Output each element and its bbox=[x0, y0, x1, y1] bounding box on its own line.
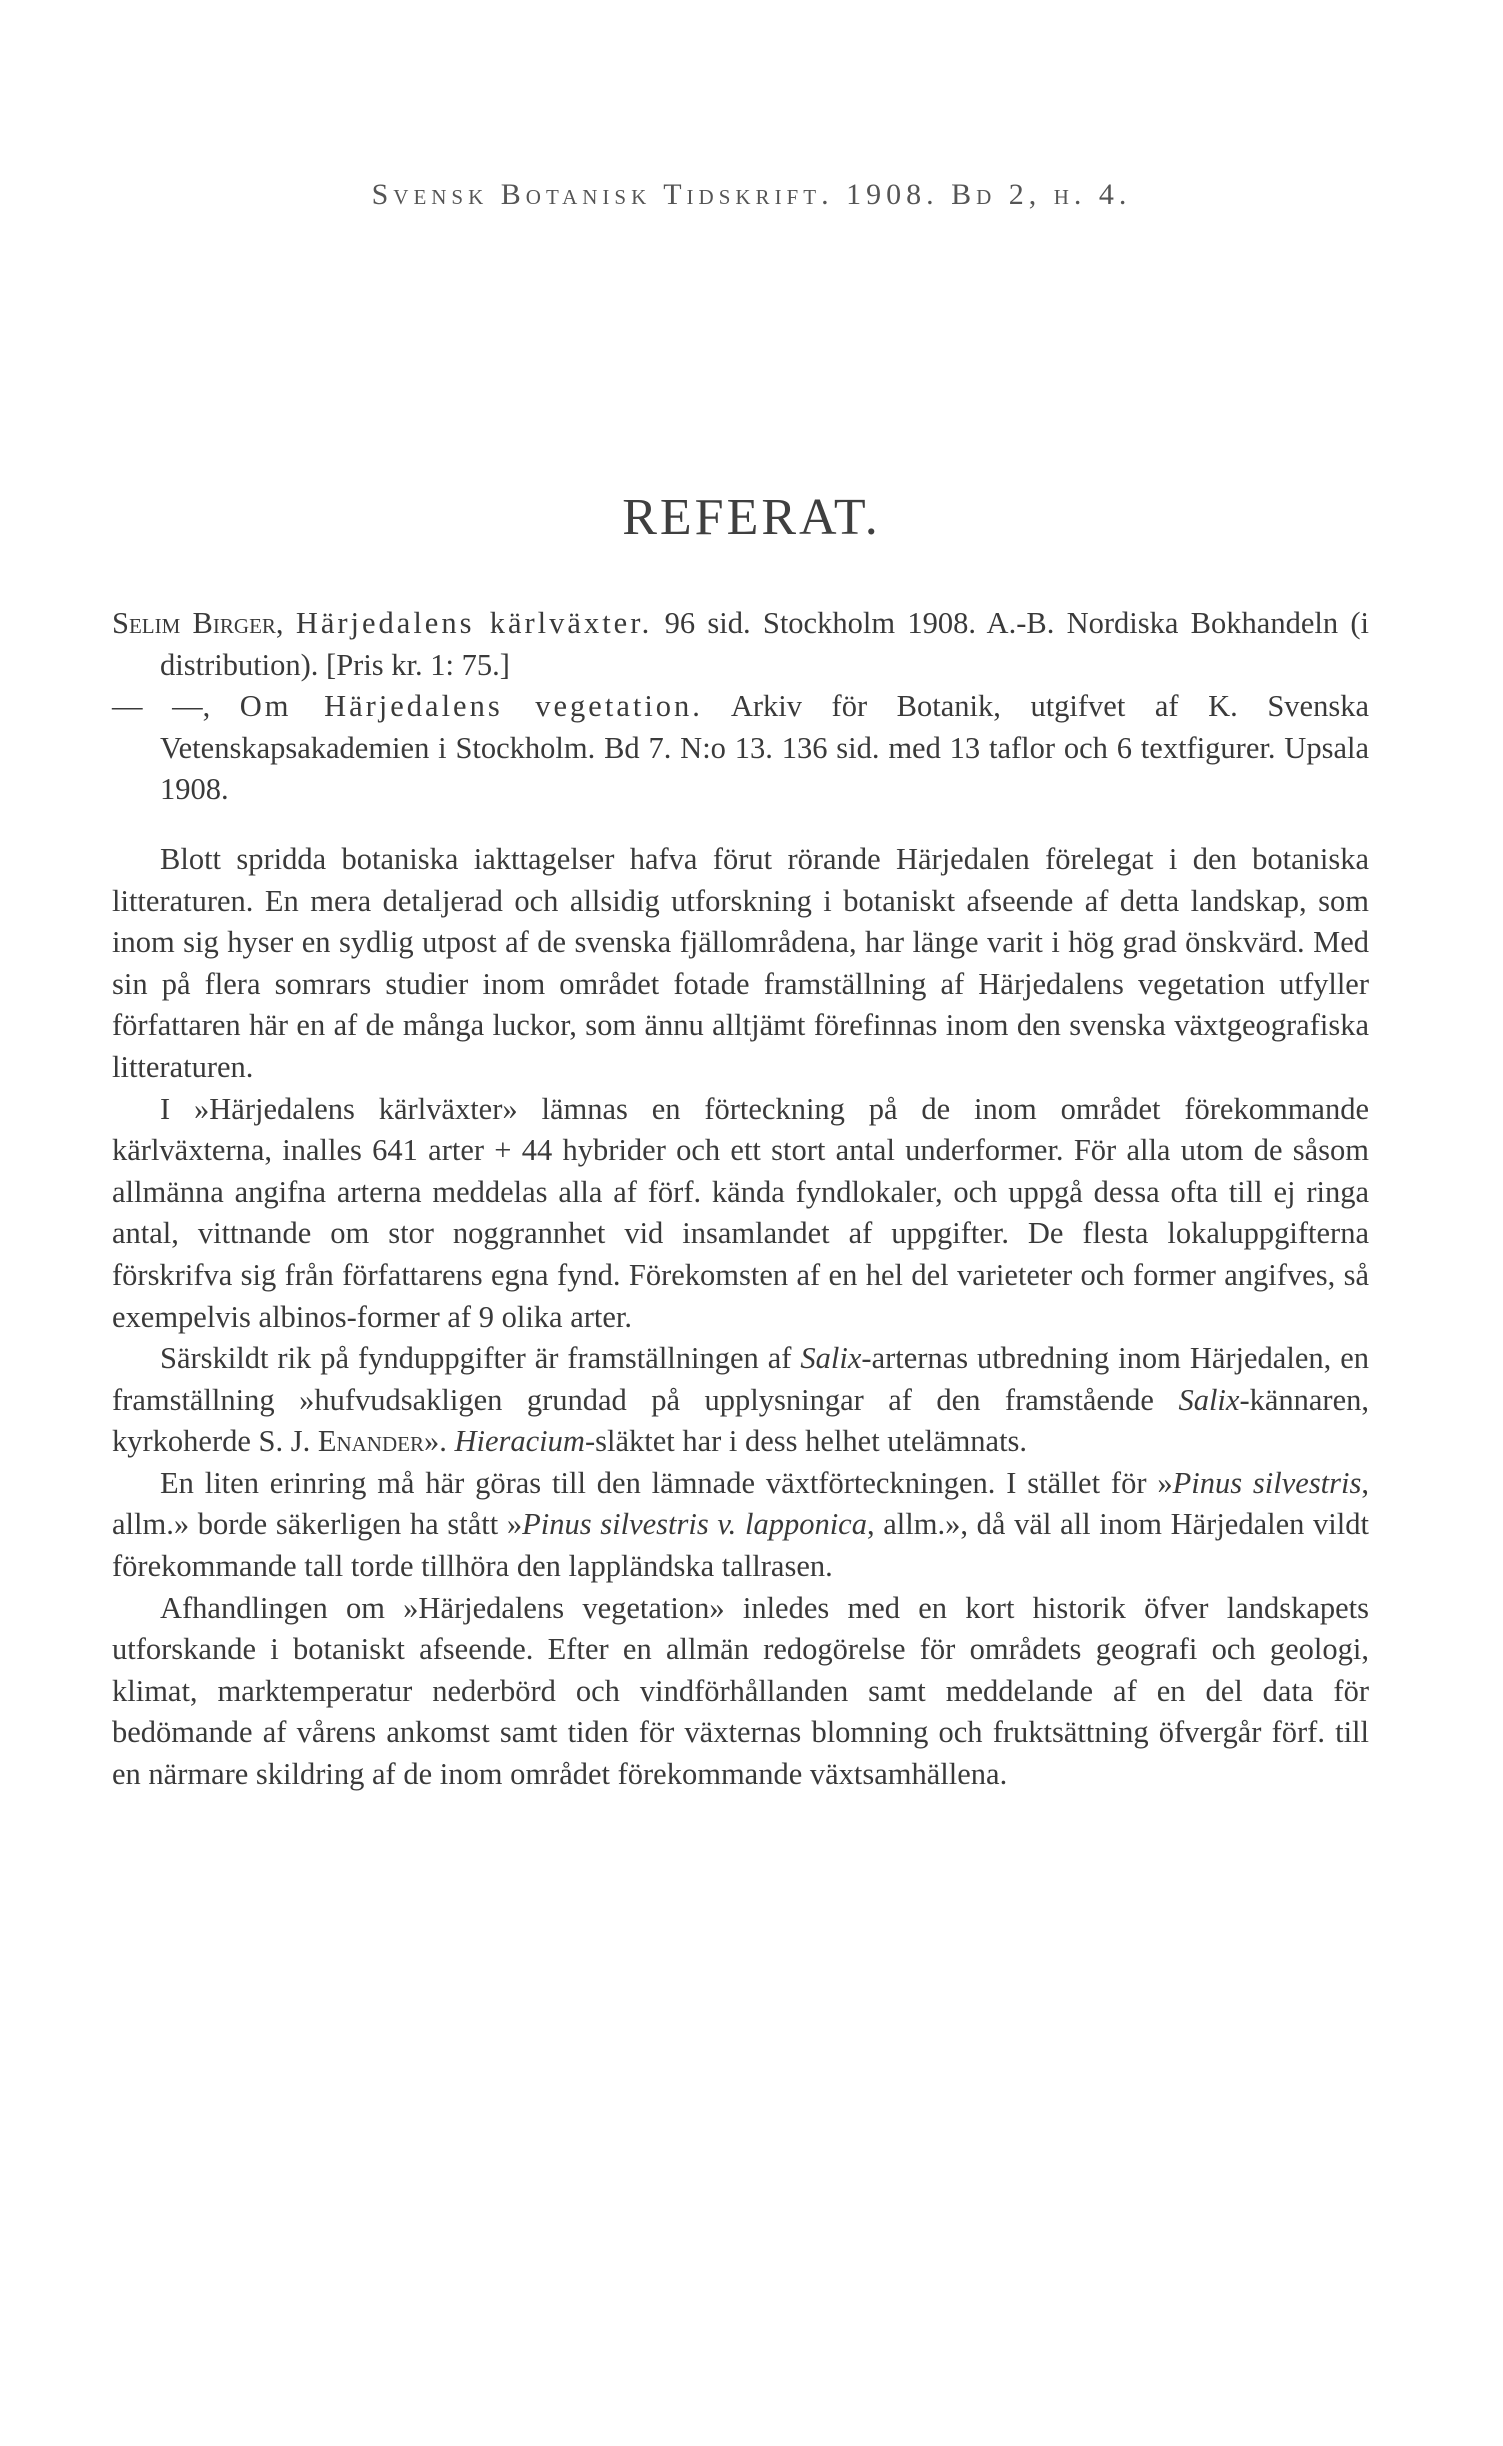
text-run: En liten erinring må här göras till den lämnade växtförteckningen. I stället för » bbox=[160, 1465, 1173, 1500]
text-run: , allm.» borde säkerligen ha stått » bbox=[112, 1465, 1369, 1542]
reference-author: Selim Birger, bbox=[112, 606, 284, 640]
paragraph: Blott spridda botaniska iakttagelser hafva förut rörande Härjedalen förelegat i den botaniska litteraturen. En mera detaljerad och allsidig utforskning i botaniskt afseende af detta landskap, som inom sig hyser en sydlig utpost af de svenska fjällområdena, har länge varit i hög grad önskvärd. Med sin på flera somrars studier inom området fotade framställning af Härjedalens vegetation utfyller författaren här en af de många luckor, som ännu alltjämt förefinnas inom den svenska växtgeografiska litteraturen. bbox=[112, 841, 1369, 1084]
taxon-name: Hieracium bbox=[454, 1424, 585, 1459]
paragraph bbox=[112, 1463, 1369, 1588]
reference-details: 96 sid. Stockholm 1908. A.-B. Nordiska Bokhandeln (i distribution). [Pris kr. 1: 75.] bbox=[160, 606, 1369, 682]
running-head: Svensk Botanisk Tidskrift. 1908. Bd 2, h. 4. bbox=[371, 178, 1132, 211]
text-run: ». bbox=[423, 1424, 455, 1459]
reference-author: — —, bbox=[112, 689, 211, 724]
text-run: -släktet har i dess helhet utelämnats. bbox=[584, 1424, 1028, 1459]
reference-entry bbox=[112, 686, 1369, 811]
reference-work-title: Om Härjedalens vegetation. bbox=[239, 689, 703, 724]
reference-entry bbox=[112, 603, 1369, 686]
paragraph: Afhandlingen om »Härjedalens vegetation» inledes med en kort historik öfver landskapets utforskande i botaniskt afseende. Efter en allmän redogörelse för områdets geografi och geologi, klimat, marktemperatur nederbörd och vindförhållanden samt meddelande af en del data för bedömande af vårens ankomst samt tiden för växternas blomning och fruktsättning öfvergår förf. till en närmare skildring af de inom området förekommande växtsamhällena. bbox=[112, 1590, 1369, 1792]
person-name: S. J. Enander bbox=[258, 1424, 424, 1459]
taxon-name: Salix bbox=[800, 1341, 862, 1376]
page-title: REFERAT. bbox=[622, 489, 881, 546]
text-run: -kännaren, kyrkoherde bbox=[112, 1382, 1369, 1459]
body-text bbox=[112, 603, 1369, 1796]
taxon-name: Pinus silvestris v. lapponica bbox=[522, 1507, 867, 1542]
paragraph bbox=[112, 1338, 1369, 1463]
text-run: Särskildt rik på fynduppgifter är framställningen af bbox=[160, 1341, 801, 1376]
section-spacer bbox=[112, 811, 1369, 839]
taxon-name: Pinus silvestris bbox=[1172, 1465, 1362, 1500]
text-run: -arternas utbredning inom Härjedalen, en framställning »hufvudsakligen grundad på upplysningar af den framstående bbox=[112, 1341, 1369, 1417]
taxon-name: Salix bbox=[1178, 1382, 1240, 1417]
paragraph: I »Härjedalens kärlväxter» lämnas en förteckning på de inom området förekommande kärlväxterna, inalles 641 arter + 44 hybrider och ett stort antal underformer. För alla utom de såsom allmänna angifna arterna meddelas alla af förf. kända fyndlokaler, och uppgå dessa ofta till ej ringa antal, vittnande om stor noggrannhet vid insamlandet af uppgifter. De flesta lokaluppgifterna förskrifva sig från författarens egna fynd. Förekomsten af en hel del varieteter och former angifves, så exempelvis albinos-former af 9 olika arter. bbox=[112, 1091, 1369, 1334]
text-run: , allm.», då väl all inom Härjedalen vildt förekommande tall torde tillhöra den lappländska tallrasen. bbox=[112, 1507, 1369, 1584]
reference-work-title: Härjedalens kärlväxter. bbox=[295, 606, 653, 640]
reference-details: Arkiv för Botanik, utgifvet af K. Svenska Vetenskapsakademien i Stockholm. Bd 7. N:o 13. 136 sid. med 13 taflor och 6 textfigurer. Upsala 1908. bbox=[160, 689, 1369, 807]
